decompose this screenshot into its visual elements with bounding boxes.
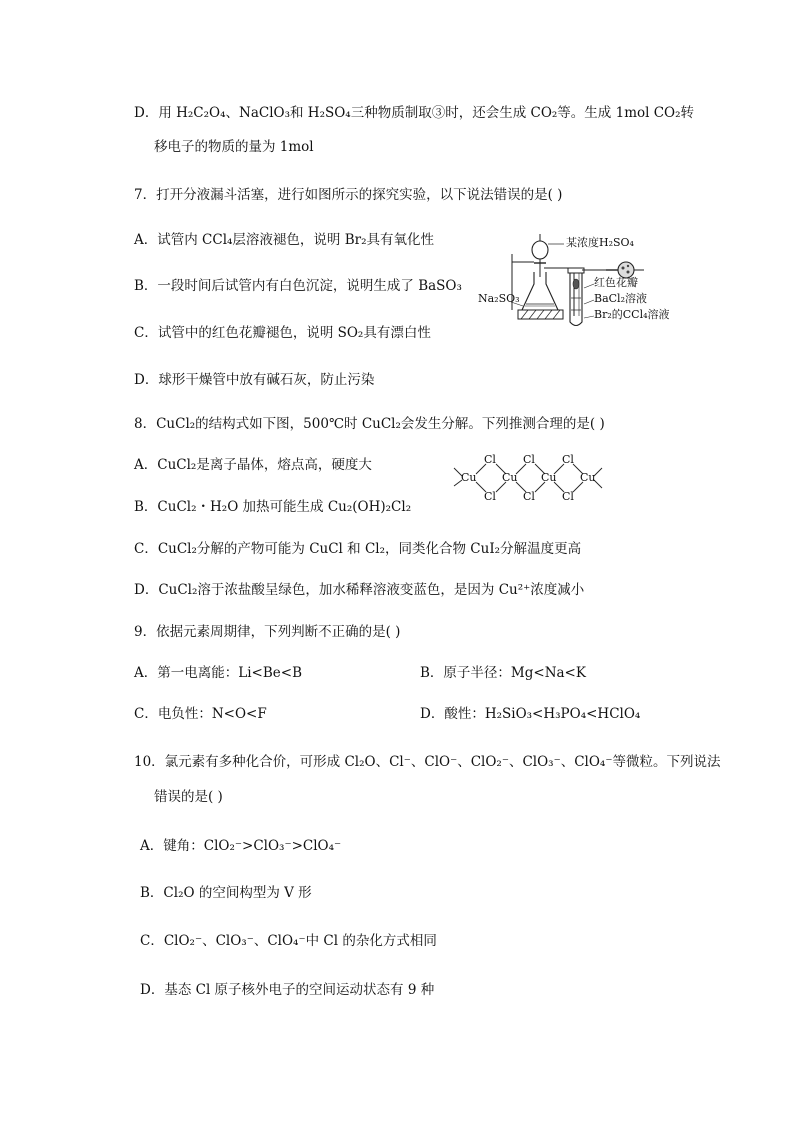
atom-cl-top-1: Cl bbox=[484, 453, 496, 466]
q9-option-d: D．酸性：H₂SiO₃<H₃PO₄<HClO₄ bbox=[420, 706, 641, 722]
q9-option-c: C．电负性：N<O<F bbox=[134, 706, 267, 722]
q6-option-d-line1: D．用 H₂C₂O₄、NaClO₃和 H₂SO₄三种物质制取③时，还会生成 CO₂等。生成 1mol CO₂转 bbox=[134, 105, 695, 121]
q7-option-d: D．球形干燥管中放有碱石灰，防止污染 bbox=[134, 372, 375, 388]
q10-option-b: B．Cl₂O 的空间构型为 V 形 bbox=[140, 885, 312, 901]
atom-cl-bottom-3: Cl bbox=[562, 490, 574, 503]
q8-option-c: C．CuCl₂分解的产物可能为 CuCl 和 Cl₂，同类化合物 CuI₂分解温度更高 bbox=[134, 541, 582, 557]
q8-option-b: B．CuCl₂・H₂O 加热可能生成 Cu₂(OH)₂Cl₂ bbox=[134, 499, 412, 515]
atom-cl-top-2: Cl bbox=[523, 453, 535, 466]
cucl2-structure bbox=[452, 452, 612, 504]
label-bacl2: BaCl₂溶液 bbox=[594, 292, 647, 305]
q10-stem-line2: 错误的是( ) bbox=[154, 789, 223, 805]
atom-cu-3: Cu bbox=[541, 471, 557, 484]
q8-option-a: A．CuCl₂是离子晶体，熔点高，硬度大 bbox=[134, 457, 372, 473]
atom-cl-bottom-2: Cl bbox=[523, 490, 535, 503]
q7-option-c: C．试管中的红色花瓣褪色，说明 SO₂具有漂白性 bbox=[134, 325, 431, 341]
label-h2so4: 某浓度H₂SO₄ bbox=[566, 236, 634, 249]
q9-stem: 9．依据元素周期律，下列判断不正确的是( ) bbox=[134, 624, 401, 640]
q8-option-d: D．CuCl₂溶于浓盐酸呈绿色，加水稀释溶液变蓝色，是因为 Cu²⁺浓度减小 bbox=[134, 582, 585, 598]
atom-cu-2: Cu bbox=[502, 471, 518, 484]
label-petal: 红色花瓣 bbox=[594, 276, 638, 289]
q7-option-a: A．试管内 CCl₄层溶液褪色，说明 Br₂具有氧化性 bbox=[134, 232, 435, 248]
q9-option-b: B．原子半径：Mg<Na<K bbox=[420, 665, 586, 681]
q8-stem: 8．CuCl₂的结构式如下图，500℃时 CuCl₂会发生分解。下列推测合理的是( ) bbox=[134, 416, 605, 432]
atom-cl-bottom-1: Cl bbox=[484, 490, 496, 503]
q10-option-a: A．键角：ClO₂⁻>ClO₃⁻>ClO₄⁻ bbox=[140, 838, 342, 854]
label-br2-ccl4: Br₂的CCl₄溶液 bbox=[594, 308, 670, 321]
atom-cu-1: Cu bbox=[461, 471, 477, 484]
atom-cu-4: Cu bbox=[580, 471, 596, 484]
q10-option-d: D．基态 Cl 原子核外电子的空间运动状态有 9 种 bbox=[140, 982, 435, 998]
q10-option-c: C．ClO₂⁻、ClO₃⁻、ClO₄⁻中 Cl 的杂化方式相同 bbox=[140, 933, 437, 949]
label-na2so3: Na₂SO₃ bbox=[478, 292, 520, 305]
q7-apparatus-figure bbox=[476, 232, 706, 332]
q10-stem-line1: 10．氯元素有多种化合价，可形成 Cl₂O、Cl⁻、ClO⁻、ClO₂⁻、ClO₃⁻、ClO₄⁻等微粒。下列说法 bbox=[134, 754, 721, 770]
q7-option-b: B．一段时间后试管内有白色沉淀，说明生成了 BaSO₃ bbox=[134, 278, 462, 294]
atom-cl-top-3: Cl bbox=[562, 453, 574, 466]
q9-option-a: A．第一电离能：Li<Be<B bbox=[134, 665, 302, 681]
q6-option-d-line2: 移电子的物质的量为 1mol bbox=[154, 139, 314, 155]
q7-stem: 7．打开分液漏斗活塞，进行如图所示的探究实验，以下说法错误的是( ) bbox=[134, 187, 563, 203]
